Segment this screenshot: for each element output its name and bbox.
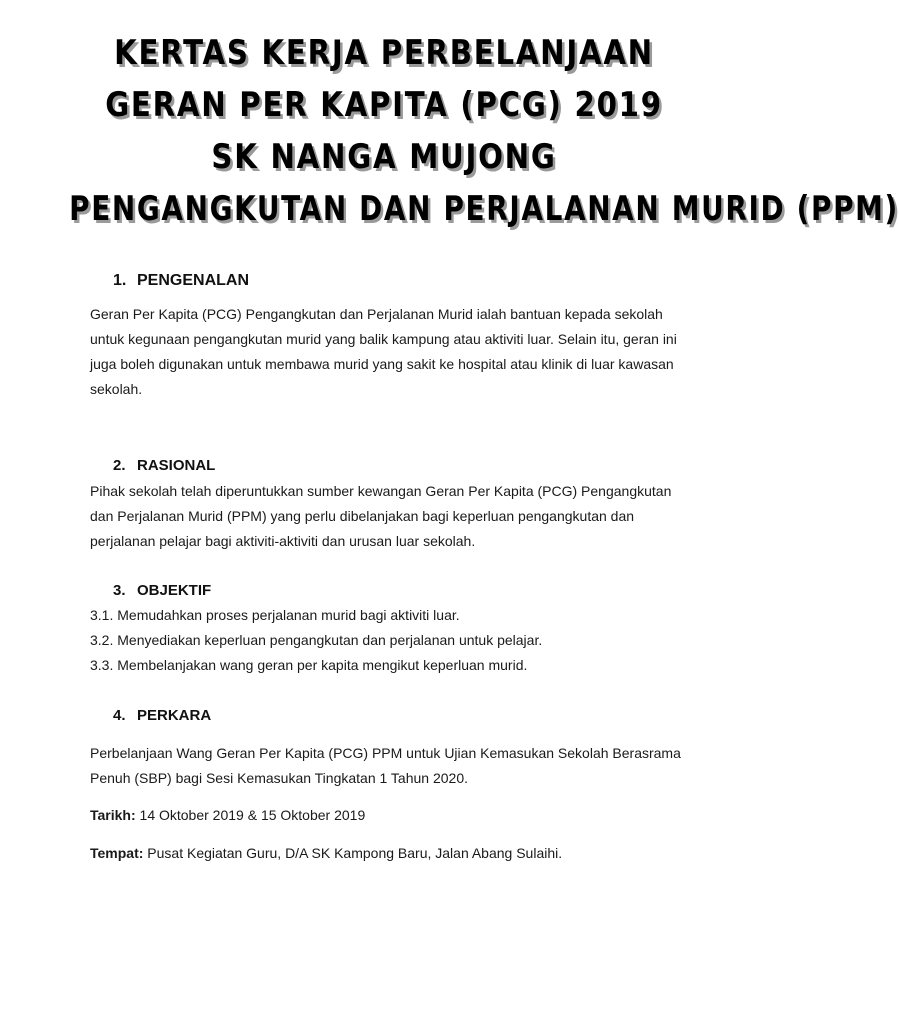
- date-label: Tarikh:: [90, 807, 136, 823]
- paragraph-line: Perbelanjaan Wang Geran Per Kapita (PCG) PPM untuk Ujian Kemasukan Sekolah Berasrama: [90, 745, 681, 761]
- place-row: [90, 841, 690, 866]
- paragraph-line: sekolah.: [90, 381, 143, 397]
- section-body-rasional: [90, 479, 690, 554]
- section-number: 2.: [113, 457, 126, 474]
- section-title: OBJEKTIF: [137, 582, 212, 599]
- section-body-pengenalan: [90, 302, 690, 402]
- document-title: [0, 33, 899, 229]
- date-value: 14 Oktober 2019 & 15 Oktober 2019: [135, 807, 366, 823]
- section-number: 1.: [113, 272, 127, 289]
- title-line-4: PENGANGKUTAN DAN PERJALANAN MURID (PPM): [69, 189, 899, 229]
- section-heading-objektif: [113, 582, 211, 599]
- section-title: RASIONAL: [137, 457, 216, 474]
- section-heading-rasional: [113, 457, 215, 474]
- objective-item: 3.2. Menyediakan keperluan pengangkutan dan perjalanan untuk pelajar.: [90, 632, 543, 648]
- objective-item: 3.3. Membelanjakan wang geran per kapita mengikut keperluan murid.: [90, 657, 528, 673]
- place-value: Pusat Kegiatan Guru, D/A SK Kampong Baru, Jalan Abang Sulaihi.: [143, 845, 563, 861]
- section-title: PENGENALAN: [137, 272, 250, 289]
- section-heading-perkara: [113, 707, 211, 724]
- section-body-objektif: [90, 603, 690, 678]
- paragraph-line: Penuh (SBP) bagi Sesi Kemasukan Tingkatan 1 Tahun 2020.: [90, 770, 468, 786]
- title-line-1: KERTAS KERJA PERBELANJAAN: [114, 33, 654, 73]
- objective-item: 3.1. Memudahkan proses perjalanan murid bagi aktiviti luar.: [90, 607, 460, 623]
- paragraph-line: Geran Per Kapita (PCG) Pengangkutan dan Perjalanan Murid ialah bantuan kepada sekolah: [90, 306, 663, 322]
- title-line-2: GERAN PER KAPITA (PCG) 2019: [105, 85, 663, 125]
- paragraph-line: dan Perjalanan Murid (PPM) yang perlu dibelanjakan bagi keperluan pengangkutan dan: [90, 508, 635, 524]
- title-line-3: SK NANGA MUJONG: [211, 137, 557, 177]
- paragraph-line: juga boleh digunakan untuk membawa murid yang sakit ke hospital atau klinik di luar kawasan: [90, 356, 674, 372]
- date-row: [90, 803, 690, 828]
- section-number: 3.: [113, 582, 126, 599]
- section-title: PERKARA: [137, 707, 212, 724]
- place-label: Tempat:: [90, 845, 144, 861]
- paragraph-line: untuk kegunaan pengangkutan murid yang balik kampung atau aktiviti luar. Selain itu, geran ini: [90, 331, 677, 347]
- paragraph-line: perjalanan pelajar bagi aktiviti-aktiviti dan urusan luar sekolah.: [90, 533, 476, 549]
- section-body-perkara: [90, 741, 690, 791]
- section-number: 4.: [113, 707, 126, 724]
- paragraph-line: Pihak sekolah telah diperuntukkan sumber kewangan Geran Per Kapita (PCG) Pengangkutan: [90, 483, 672, 499]
- section-heading-pengenalan: [113, 272, 249, 290]
